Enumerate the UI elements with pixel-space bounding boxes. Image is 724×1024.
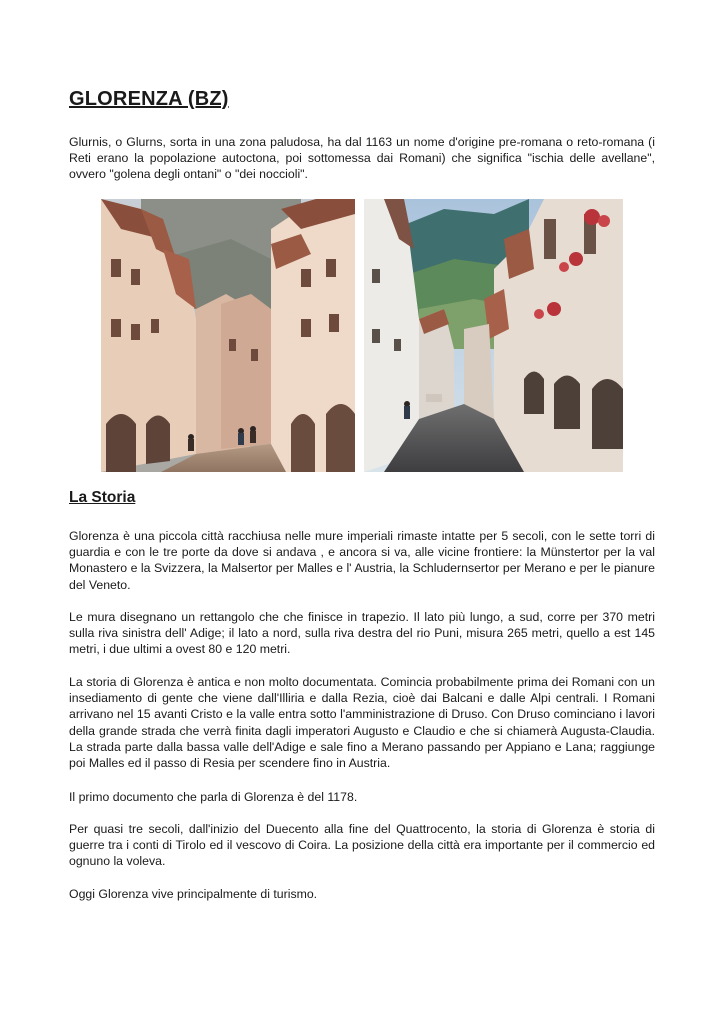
body-paragraph: Oggi Glorenza vive principalmente di turismo. xyxy=(69,887,318,901)
body-paragraph: Per quasi tre secoli, dall'inizio del Duecento alla fine del Quattrocento, la storia di Glorenza è storia di guerre tra i conti di Tirolo ed il vescovo di Coira. La posizione della città era importante per il commercio ed ognuno la voleva. xyxy=(69,822,655,869)
section-heading: La Storia xyxy=(69,489,136,506)
body-paragraph: La storia di Glorenza è antica e non molto documentata. Comincia probabilmente prima dei Romani con un insediamento di gente che viene dall'Illiria e dalla Rezia, cioè dai Balcani e dalle Alpi centrali. I Romani arrivano nel 15 avanti Cristo e la valle entra sotto l'amministrazione di Druso. Con Druso cominciano i lavori della grande strada che verrà finita dagli imperatori Augusto e Claudio e che si chiamerà Augusta-Claudia. La strada parte dalla bassa valle dell'Adige e sale fino a Merano passando per Appiano e Lana; raggiunge poi Malles ed il passo di Resia per scendere fino in Austria. xyxy=(69,675,655,771)
street-photo-left xyxy=(101,199,355,472)
photo-row xyxy=(101,199,623,472)
body-paragraph: Le mura disegnano un rettangolo che che finisce in trapezio. Il lato più lungo, a sud, corre per 370 metri sulla riva sinistra dell' Adige; il lato a nord, sulla riva destra del rio Puni, misura 265 metri, quello a est 145 metri, i due ultimi a ovest 80 e 120 metri. xyxy=(69,610,655,657)
page-title: GLORENZA (BZ) xyxy=(69,88,229,110)
intro-paragraph: Glurnis, o Glurns, sorta in una zona paludosa, ha dal 1163 un nome d'origine pre-romana o reto-romana (i Reti erano la popolazione autoctona, poi sottomessa dai Romani) che significa "ischia delle avellane", ovvero "golena degli ontani" o "dei noccioli". xyxy=(69,135,655,182)
street-photo-right xyxy=(364,199,623,472)
body-paragraph: Glorenza è una piccola città racchiusa nelle mure imperiali rimaste intatte per 5 secoli, con le sette torri di guardia e con le tre porte da dove si andava , e ancora si va, alle vicine frontiere: la Münstertor per la val Monastero e la Svizzera, la Malsertor per Malles e l' Austria, la Schludernsertor per Merano e per le pianure del Veneto. xyxy=(69,529,655,592)
body-paragraph: Il primo documento che parla di Glorenza è del 1178. xyxy=(69,790,358,804)
